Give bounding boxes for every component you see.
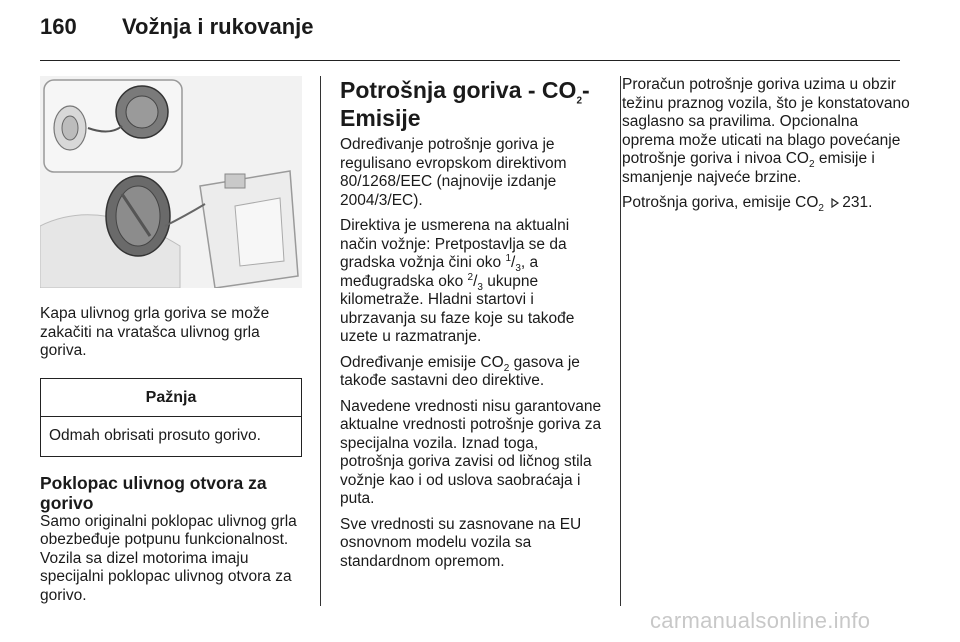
- body-paragraph: Navedene vrednosti nisu garantovane aktualne vrednosti potrošnje goriva za specijalna vozila. Iznad toga, potrošnja goriva zavisi od ličnog stila vožnje kao i od uslova saobraćaja i puta.: [340, 397, 602, 507]
- body-paragraph: Sve vrednosti su zasnovane na EU osnovnom modelu vozila sa standardnom opremom.: [340, 515, 582, 570]
- header-rule: [40, 60, 900, 61]
- page-number: 160: [40, 14, 77, 39]
- column-left: [40, 76, 305, 612]
- cross-reference[interactable]: Potrošnja goriva, emisije $CO_2$ 231.: [622, 194, 873, 215]
- notice-box: [40, 378, 302, 457]
- cross-reference-arrow-icon: [830, 198, 840, 208]
- watermark: carmanualsonline.info: [650, 608, 871, 633]
- page-header: [40, 14, 920, 46]
- body-paragraph: Proračun potrošnje goriva uzima u obzir težinu praznog vozila, što je konstatovano saglasno sa pravilima. Opcionalna oprema može uticati na blago povećanje potrošnje goriva i nivoa $CO_2$ emisije i smanjenje najveće brzine.: [622, 76, 910, 186]
- column-divider: [620, 76, 621, 606]
- body-paragraph: Samo originalni poklopac ulivnog grla obezbeđuje potpunu funkcionalnost. Vozila sa dizel motorima imaju specijalni poklopac ulivnog otvora za gorivo.: [40, 512, 297, 604]
- body-paragraph: Direktiva je usmerena na aktualni način vožnje: Pretpostavlja se da gradska vožnja čini oko $^1/_3$, a međugradska oko $^2/_3$ ukupne kilometraže. Hladni startovi i ubrzavanja su faze koje su takođe uzete u razmatranje.: [340, 217, 575, 345]
- body-paragraph: Određivanje emisije $CO_2$ gasova je takođe sastavni deo direktive.: [340, 353, 580, 389]
- section-subheading: Poklopac ulivnog otvora za gorivo: [40, 472, 267, 513]
- notice-title: Pažnja: [41, 379, 301, 418]
- notice-body: Odmah obrisati prosuto gorivo.: [49, 427, 261, 444]
- section-title: Potrošnja goriva - $CO_2-$ Emisije: [340, 77, 590, 131]
- chapter-title: Vožnja i rukovanje: [122, 14, 314, 39]
- figure-caption: Kapa ulivnog grla goriva se može zakačiti na vratašca ulivnog grla goriva.: [40, 305, 270, 359]
- column-middle: [340, 76, 605, 578]
- column-divider: [320, 76, 321, 606]
- fuel-cap-illustration: [40, 76, 302, 288]
- body-paragraph: Određivanje potrošnje goriva je regulisano evropskom direktivom 80/1268/EEC (najnovije izdanje 2004/3/EC).: [340, 136, 567, 209]
- column-right: [622, 76, 912, 220]
